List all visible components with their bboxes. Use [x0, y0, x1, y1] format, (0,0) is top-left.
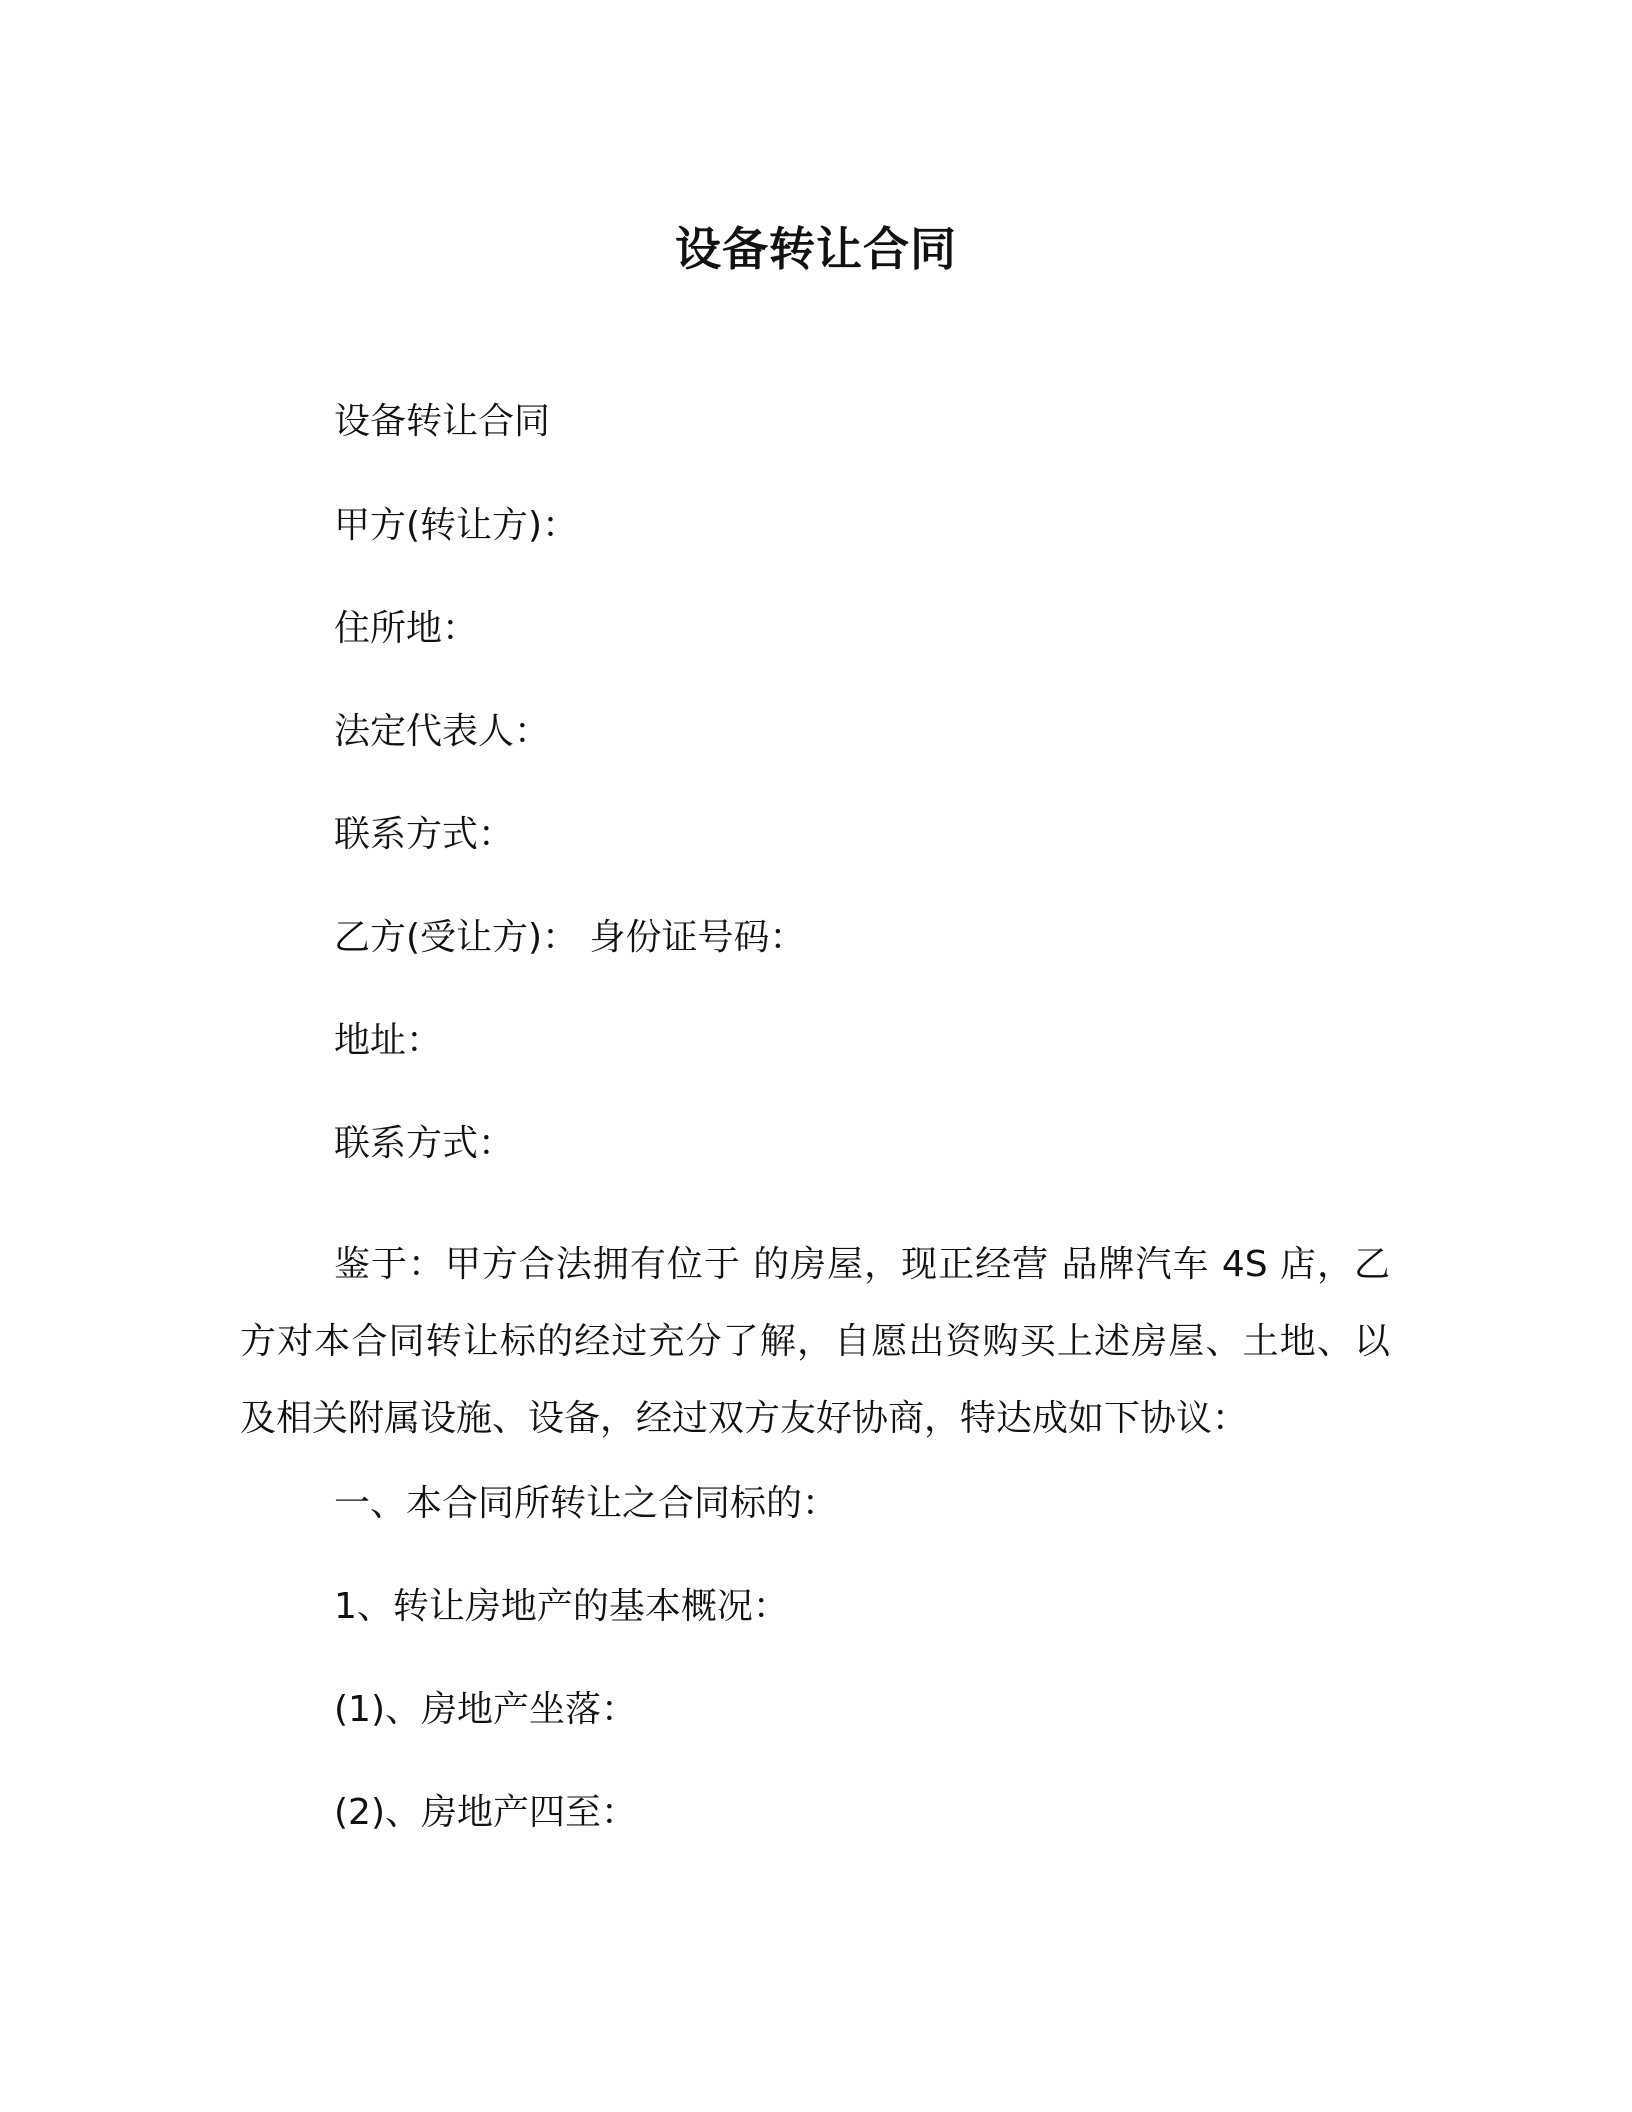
sub-heading: 1、转让房地产的基本概况： [334, 1586, 789, 1627]
whereas-paragraph: 鉴于：甲方合法拥有位于 的房屋，现正经营 品牌汽车 4S 店，乙方对本合同转让标的经过充分了解，自愿出资购买上述房屋、土地、以及相关附属设施、设备，经过双方友好协商，特达成如下协议： [240, 1244, 1390, 1439]
list-item-location: (1)、房地产坐落： [334, 1689, 637, 1730]
party-b-contact-line: 联系方式： [334, 1123, 515, 1164]
contract-name-line: 设备转让合同 [334, 401, 551, 442]
legal-representative-line: 法定代表人： [334, 711, 551, 752]
list-item-boundaries: (2)、房地产四至： [334, 1792, 637, 1833]
party-b-line: 乙方(受让方)： 身份证号码： [334, 917, 806, 958]
party-b-address-line: 地址： [334, 1020, 443, 1061]
section-heading: 一、本合同所转让之合同标的： [334, 1483, 839, 1524]
party-a-line: 甲方(转让方)： [334, 505, 579, 546]
party-a-address-line: 住所地： [334, 608, 479, 649]
party-a-contact-line: 联系方式： [334, 814, 515, 855]
document-title: 设备转让合同 [675, 222, 957, 276]
